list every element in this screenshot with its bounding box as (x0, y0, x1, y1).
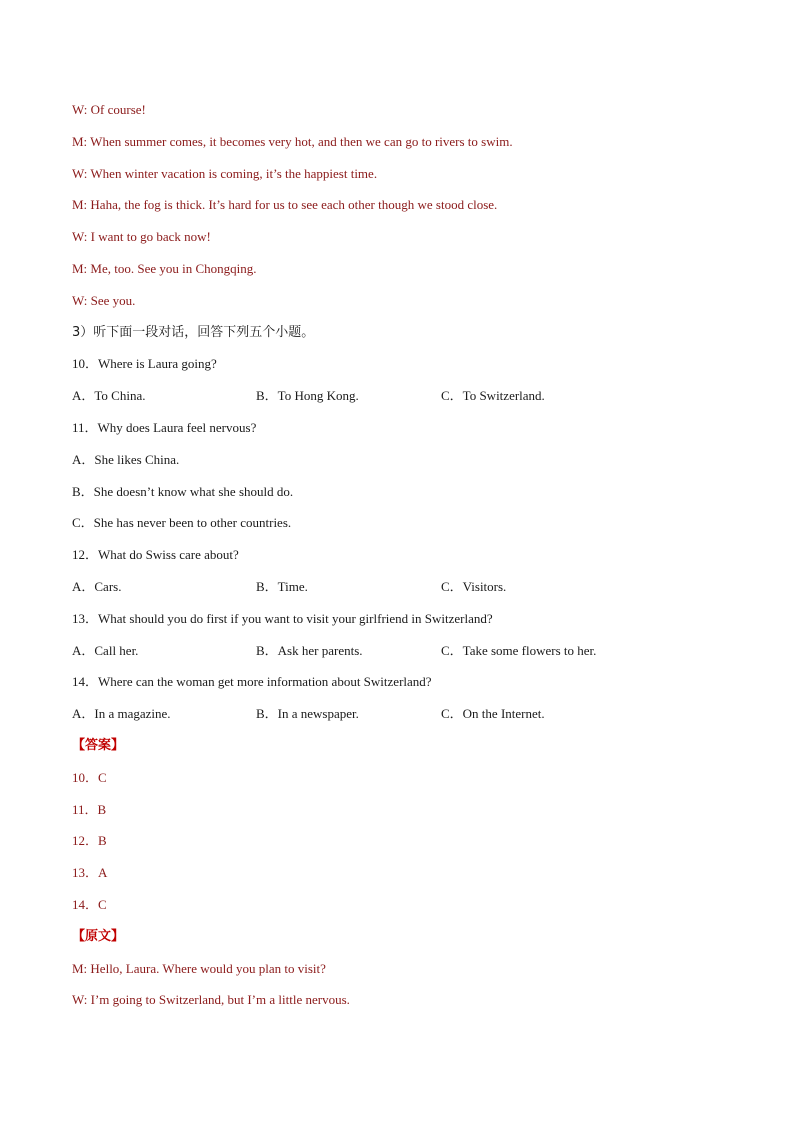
option-c: C．To Switzerland. (441, 388, 545, 404)
question-13: 13．What should you do first if you want to visit your girlfriend in Switzerland? (72, 610, 493, 626)
section-heading: 3）听下面一段对话，回答下列五个小题。 (72, 324, 315, 340)
question-10: 10．Where is Laura going? (72, 356, 217, 372)
option-a: A．Cars. (72, 578, 122, 594)
question-14-options (72, 704, 732, 736)
question-12: 12．What do Swiss care about? (72, 547, 239, 563)
answer-item: 12．B (72, 833, 107, 849)
option-a: A．In a magazine. (72, 706, 171, 722)
option-b: B．She doesn’t know what she should do. (72, 483, 294, 499)
option-c: C．Visitors. (441, 578, 507, 594)
dialogue-line: W: Of course! (72, 102, 146, 117)
dialogue-line: W: See you. (72, 292, 136, 308)
option-c: C．Take some flowers to her. (441, 642, 597, 658)
answer-item: 11．B (72, 801, 107, 817)
option-b: B．Time. (256, 578, 308, 594)
answer-item: 13．A (72, 865, 108, 881)
dialogue-line: M: When summer comes, it becomes very hot, and then we can go to rivers to swim. (72, 133, 513, 149)
transcript-line: W: I’m going to Switzerland, but I’m a little nervous. (72, 992, 350, 1008)
option-a: A．Call her. (72, 642, 139, 658)
answer-item: 10．C (72, 769, 107, 785)
option-c: C．On the Internet. (441, 706, 545, 722)
option-b: B．Ask her parents. (256, 642, 363, 658)
question-10-options (72, 386, 732, 418)
question-11: 11．Why does Laura feel nervous? (72, 419, 257, 435)
option-b: B．In a newspaper. (256, 706, 359, 722)
answer-heading: 【答案】 (72, 737, 125, 753)
question-12-options (72, 577, 732, 609)
option-b: B．To Hong Kong. (256, 388, 359, 404)
dialogue-line: M: Me, too. See you in Chongqing. (72, 260, 257, 276)
transcript-heading: 【原文】 (72, 928, 125, 944)
dialogue-line: W: I want to go back now! (72, 229, 211, 245)
option-a: A．To China. (72, 388, 146, 404)
dialogue-line: M: Haha, the fog is thick. It’s hard for us to see each other though we stood close. (72, 197, 498, 213)
question-13-options (72, 641, 732, 673)
option-a: A．She likes China. (72, 451, 180, 467)
transcript-line: M: Hello, Laura. Where would you plan to visit? (72, 960, 326, 976)
question-14: 14．Where can the woman get more information about Switzerland? (72, 674, 432, 690)
document-page (72, 100, 732, 1022)
answer-item: 14．C (72, 896, 107, 912)
option-c: C．She has never been to other countries. (72, 515, 292, 531)
dialogue-line: W: When winter vacation is coming, it’s the happiest time. (72, 165, 378, 181)
